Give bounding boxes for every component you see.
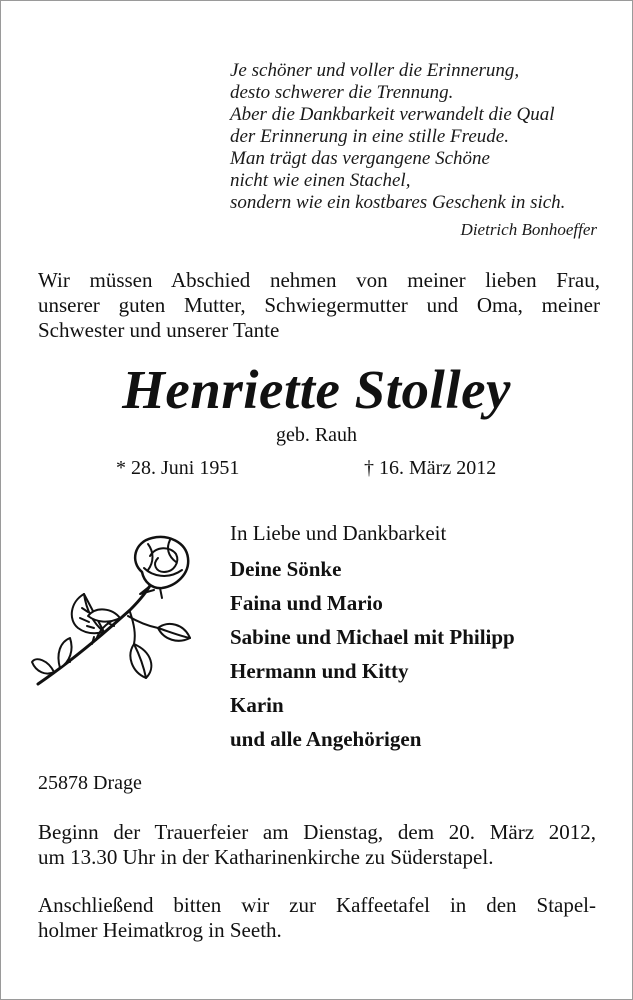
- poem-line: Aber die Dankbarkeit verwandelt die Qual: [230, 104, 555, 125]
- poem-line: Je schöner und voller die Erinnerung,: [230, 60, 520, 81]
- poem-line: Man trägt das vergangene Schöne: [230, 148, 490, 169]
- family-lead: In Liebe und Dankbarkeit: [230, 521, 447, 545]
- intro-line: unserer guten Mutter, Schwiegermutter und Oma, meiner: [38, 293, 600, 317]
- family-member: Karin: [230, 693, 284, 717]
- family-member: und alle Angehörigen: [230, 727, 422, 751]
- rose-icon: [30, 532, 198, 690]
- family-signatures: [230, 518, 610, 756]
- birth-date: * 28. Juni 1951: [116, 457, 240, 479]
- poem-quote: [230, 60, 610, 214]
- poem-line: sondern wie ein kostbares Geschenk in sich.: [230, 192, 566, 213]
- family-member: Hermann und Kitty: [230, 659, 409, 683]
- coffee-info: [38, 893, 596, 943]
- family-member: Faina und Mario: [230, 591, 383, 615]
- address: 25878 Drage: [38, 772, 142, 794]
- coffee-line: holmer Heimatkrog in Seeth.: [38, 918, 282, 942]
- deceased-name: Henriette Stolley: [122, 359, 511, 420]
- poem-author: Dietrich Bonhoeffer: [460, 220, 597, 239]
- farewell-intro: [38, 268, 600, 343]
- ceremony-line: Beginn der Trauerfeier am Dienstag, dem 20. März 2012,: [38, 820, 596, 844]
- coffee-line: Anschließend bitten wir zur Kaffeetafel in den Stapel-: [38, 893, 596, 917]
- family-member: Sabine und Michael mit Philipp: [230, 625, 515, 649]
- ceremony-info: [38, 820, 596, 870]
- intro-line: Schwester und unserer Tante: [38, 318, 280, 342]
- poem-line: nicht wie einen Stachel,: [230, 170, 411, 191]
- ceremony-line: um 13.30 Uhr in der Katharinenkirche zu Süderstapel.: [38, 845, 494, 869]
- poem-line: desto schwerer die Trennung.: [230, 82, 454, 103]
- intro-line: Wir müssen Abschied nehmen von meiner lieben Frau,: [38, 268, 600, 292]
- maiden-name: geb. Rauh: [275, 424, 358, 446]
- family-member: Deine Sönke: [230, 557, 342, 581]
- death-date: † 16. März 2012: [364, 457, 497, 479]
- poem-line: der Erinnerung in eine stille Freude.: [230, 126, 509, 147]
